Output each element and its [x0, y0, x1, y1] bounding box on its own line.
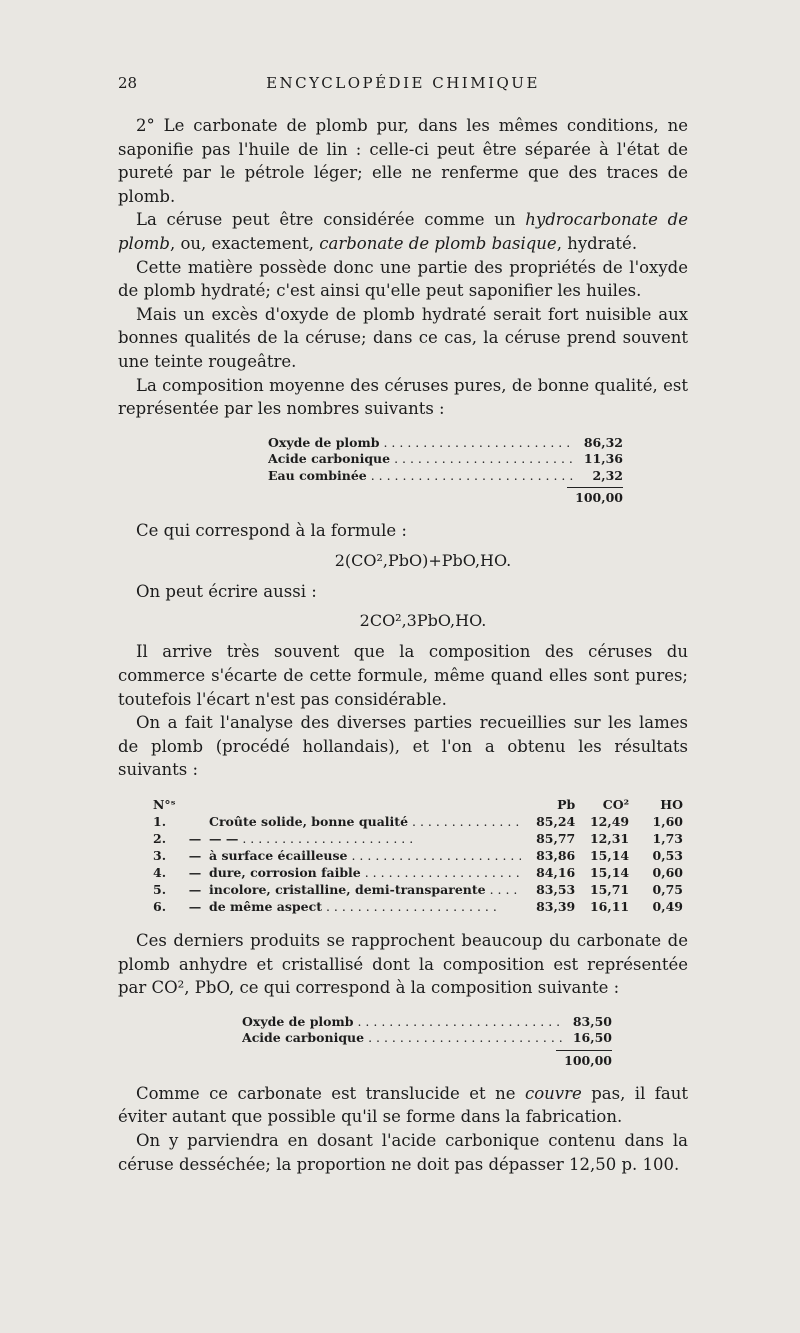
paragraph-4: Mais un excès d'oxyde de plomb hydraté serait fort nuisible aux bonnes qualités de la céruse; dans ce cas, la céruse prend souvent une teinte rougeâtre. [118, 304, 688, 371]
paragraph-1: 2° Le carbonate de plomb pur, dans les mêmes conditions, ne saponifie pas l'huile de lin : celle-ci peut être séparée à l'état de pureté par le pétrole léger; elle ne renferme que des traces de plomb. [118, 116, 688, 206]
table-row: 4. — dure, corrosion faible . . . 84,16 15,14 0,60 [153, 864, 683, 881]
term-couvre: couvre [524, 1083, 582, 1103]
table-row: 5. — incolore, cristalline, demi-transparente . . . 83,53 15,71 0,75 [153, 881, 683, 898]
term-hydrocarbonate: hydrocarbonate de plomb [118, 210, 688, 253]
table-row: 3. — à surface écailleuse . . . 83,86 15,14 0,53 [153, 847, 683, 864]
paragraph-9: On a fait l'analyse des diverses parties recueillies sur les lames de plomb (procédé hollandais), et l'on a obtenu les résultats suivants : [118, 713, 688, 780]
formula-1: 2(CO²,PbO)+PbO,HO. [334, 550, 512, 570]
page-header [118, 74, 688, 96]
composition-table-2 [242, 1014, 612, 1070]
composition-total: 100,00 [575, 490, 623, 506]
composition-table-1 [268, 435, 623, 508]
paragraph-6: Ce qui correspond à la formule : [136, 521, 407, 541]
table-header-row: N°ˢ Pb CO² HO [153, 796, 683, 812]
paragraph-7: On peut écrire aussi : [136, 581, 317, 601]
paragraph-12: On y parviendra en dosant l'acide carbonique contenu dans la céruse desséchée; la proportion ne doit pas dépasser 12,50 p. 100. [118, 1130, 688, 1174]
term-carbonate-basique: carbonate de plomb basique [319, 233, 557, 253]
composition-row: Acide carbonique . . . 11,36 [268, 451, 623, 468]
paragraph-8: Il arrive très souvent que la composition des céruses du commerce s'écarte de cette formule, même quand elles sont pures; toutefois l'écart n'est pas considérable. [118, 642, 688, 709]
formula-2: 2CO²,3PbO,HO. [359, 611, 487, 631]
page-number: 28 [118, 74, 138, 92]
paragraph-3: Cette matière possède donc une partie des propriétés de l'oxyde de plomb hydraté; c'est ainsi qu'elle peut saponifier les huiles. [118, 257, 688, 301]
composition-row: Oxyde de plomb . . . 83,50 [242, 1014, 612, 1031]
running-title: ENCYCLOPÉDIE CHIMIQUE [266, 74, 540, 92]
table-row: 6. — de même aspect . . . 83,39 16,11 0,49 [153, 898, 683, 915]
paragraph-10: Ces derniers produits se rapprochent beaucoup du carbonate de plomb anhydre et cristallisé dont la composition est représentée par CO², PbO, ce qui correspond à la composition suivante : [118, 930, 688, 998]
composition-row: Oxyde de plomb . . . 86,32 [268, 435, 623, 452]
table-row: 2. — — — . . . 85,77 12,31 1,73 [153, 830, 683, 847]
paragraph-2: La céruse peut être considérée comme un hydrocarbonate de plomb, ou, exactement, carbonate de plomb basique, hydraté. [118, 210, 688, 253]
table-row: 1. Croûte solide, bonne qualité . . . 85,24 12,49 1,60 [153, 813, 683, 830]
composition-total: 100,00 [564, 1052, 612, 1068]
composition-row: Eau combinée . . . 2,32 [268, 468, 623, 485]
analysis-table [153, 796, 683, 915]
paragraph-11: Comme ce carbonate est translucide et ne couvre pas, il faut éviter autant que possible qu'il se forme dans la fabrication. [118, 1083, 688, 1127]
composition-row: Acide carbonique . . . 16,50 [242, 1030, 612, 1047]
page-body [118, 114, 688, 1176]
paragraph-5: La composition moyenne des céruses pures, de bonne qualité, est représentée par les nombres suivants : [118, 375, 688, 419]
